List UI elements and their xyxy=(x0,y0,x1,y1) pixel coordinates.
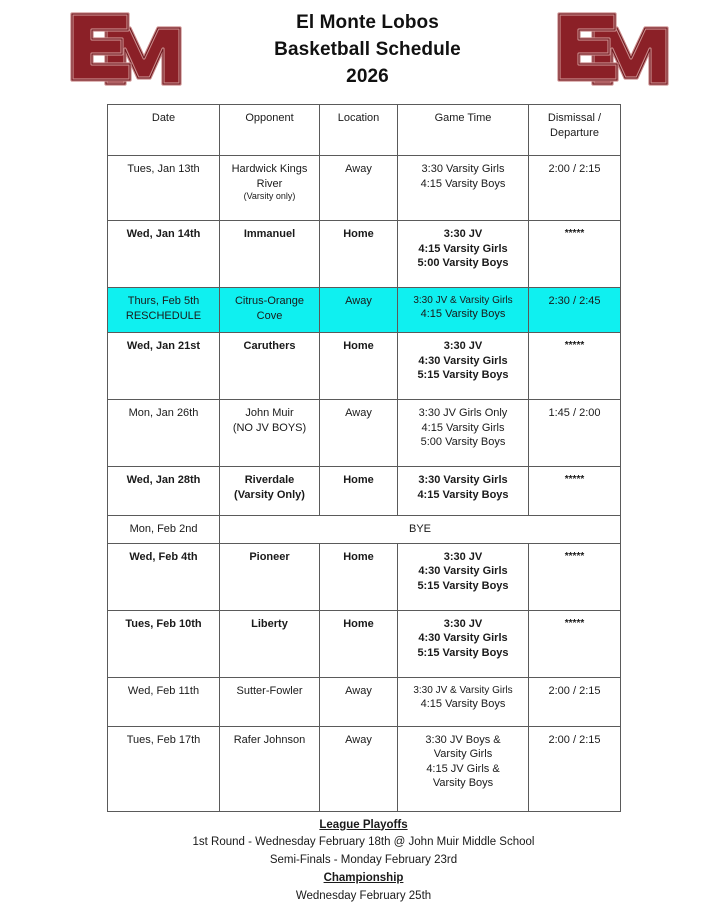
cell-location: Home xyxy=(320,543,398,610)
cell-date xyxy=(108,221,220,288)
table-header-row xyxy=(108,105,621,156)
game-time-line: 5:15 Varsity Boys xyxy=(417,646,509,659)
game-time-line: 3:30 JV Girls Only xyxy=(418,407,508,419)
opponent-line: Citrus-Orange xyxy=(234,295,305,307)
game-time-line: 4:30 Varsity Girls xyxy=(418,565,508,578)
game-time-line: 4:15 Varsity Girls xyxy=(421,421,505,434)
cell-location: Home xyxy=(320,333,398,400)
game-time-line: 4:15 Varsity Girls xyxy=(418,242,508,255)
cell-date xyxy=(108,543,220,610)
cell-game-time xyxy=(398,288,529,333)
dismissal-none-marker: ***** xyxy=(564,228,585,239)
opponent-line: Pioneer xyxy=(249,550,290,563)
opponent-line: John Muir xyxy=(245,407,294,419)
column-header-dismissal-line2: Departure xyxy=(550,126,599,139)
championship-heading: Championship xyxy=(323,871,404,884)
cell-game-time xyxy=(398,221,529,288)
game-time-line: 4:15 Varsity Boys xyxy=(420,308,506,321)
dismissal-none-marker: ***** xyxy=(564,340,585,351)
game-time-line: 3:30 JV xyxy=(443,340,483,352)
cell-location: Home xyxy=(320,467,398,516)
em-logo-icon xyxy=(553,6,669,98)
opponent-line: Rafer Johnson xyxy=(233,733,306,746)
column-header-date xyxy=(108,105,220,156)
game-time-line: 4:30 Varsity Girls xyxy=(418,354,508,367)
cell-game-time xyxy=(398,677,529,726)
cell-game-time xyxy=(398,333,529,400)
cell-bye xyxy=(220,516,621,544)
cell-game-time xyxy=(398,400,529,467)
cell-dismissal xyxy=(529,288,621,333)
em-logo-icon xyxy=(66,6,182,98)
date-line: Tues, Feb 10th xyxy=(125,617,202,630)
table-row xyxy=(108,610,621,677)
cell-date xyxy=(108,288,220,333)
cell-dismissal xyxy=(529,677,621,726)
cell-dismissal xyxy=(529,333,621,400)
cell-dismissal xyxy=(529,726,621,811)
game-time-line: 4:15 Varsity Boys xyxy=(420,697,506,710)
dismissal-time: 2:30 / 2:45 xyxy=(548,295,601,307)
cell-dismissal xyxy=(529,156,621,221)
opponent-line: Hardwick Kings xyxy=(231,163,308,175)
first-round-info: 1st Round - Wednesday February 18th @ John Muir Middle School xyxy=(192,836,535,849)
title-line-1: El Monte Lobos xyxy=(296,12,439,33)
date-line: Tues, Jan 13th xyxy=(127,163,200,175)
game-time-line: 4:15 Varsity Boys xyxy=(420,177,506,190)
cell-game-time xyxy=(398,156,529,221)
cell-opponent xyxy=(220,333,320,400)
date-line: Wed, Feb 4th xyxy=(129,550,198,563)
cell-date xyxy=(108,610,220,677)
em-logo-left xyxy=(66,6,182,98)
opponent-line: Liberty xyxy=(251,617,288,630)
opponent-line: Sutter-Fowler xyxy=(236,684,303,697)
cell-opponent xyxy=(220,610,320,677)
opponent-line: (Varsity Only) xyxy=(234,488,305,501)
cell-opponent xyxy=(220,467,320,516)
cell-dismissal xyxy=(529,400,621,467)
game-time-line: 3:30 JV & Varsity Girls xyxy=(413,295,513,306)
playoffs-footer xyxy=(0,812,727,906)
page-title xyxy=(182,6,553,91)
em-logo-right xyxy=(553,6,669,98)
semi-finals-info: Semi-Finals - Monday February 23rd xyxy=(269,854,458,867)
cell-dismissal xyxy=(529,543,621,610)
cell-game-time xyxy=(398,543,529,610)
cell-location: Away xyxy=(320,156,398,221)
date-line: Wed, Jan 14th xyxy=(126,228,201,240)
cell-location: Home xyxy=(320,221,398,288)
cell-date xyxy=(108,467,220,516)
table-row xyxy=(108,400,621,467)
game-time-line: 3:30 JV & Varsity Girls xyxy=(413,684,513,696)
opponent-line: Caruthers xyxy=(243,340,296,352)
date-line: Tues, Feb 17th xyxy=(126,733,201,746)
cell-opponent xyxy=(220,400,320,467)
opponent-line: River xyxy=(256,177,283,190)
column-header-location-label: Location xyxy=(337,112,380,124)
league-playoffs-heading: League Playoffs xyxy=(319,818,408,831)
cell-dismissal xyxy=(529,221,621,288)
column-header-opponent xyxy=(220,105,320,156)
cell-date xyxy=(108,156,220,221)
column-header-game-time-label: Game Time xyxy=(434,112,492,124)
date-line: Wed, Jan 21st xyxy=(126,340,201,352)
dismissal-time: 1:45 / 2:00 xyxy=(548,407,601,419)
cell-dismissal xyxy=(529,467,621,516)
table-header xyxy=(108,105,621,156)
table-row xyxy=(108,221,621,288)
column-header-location xyxy=(320,105,398,156)
dismissal-none-marker: ***** xyxy=(564,617,585,629)
cell-dismissal xyxy=(529,610,621,677)
game-time-line: 3:30 JV Boys & xyxy=(425,733,501,746)
date-line: Mon, Feb 2nd xyxy=(129,523,198,535)
opponent-line: Immanuel xyxy=(243,228,296,240)
page-header xyxy=(0,0,727,104)
title-line-3: 2026 xyxy=(346,65,389,87)
cell-opponent xyxy=(220,156,320,221)
cell-location: Away xyxy=(320,726,398,811)
cell-opponent xyxy=(220,677,320,726)
cell-opponent xyxy=(220,726,320,811)
date-line: RESCHEDULE xyxy=(125,309,202,322)
cell-game-time xyxy=(398,610,529,677)
dismissal-time: 2:00 / 2:15 xyxy=(548,733,601,746)
dismissal-time: 2:00 / 2:15 xyxy=(548,163,601,175)
cell-opponent xyxy=(220,221,320,288)
cell-date xyxy=(108,516,220,544)
championship-date: Wednesday February 25th xyxy=(295,889,432,902)
cell-game-time xyxy=(398,726,529,811)
opponent-line: Cove xyxy=(256,309,283,322)
table-row xyxy=(108,288,621,333)
cell-location: Home xyxy=(320,610,398,677)
game-time-line: 3:30 JV xyxy=(443,550,483,563)
cell-date xyxy=(108,726,220,811)
schedule-table xyxy=(107,104,621,812)
cell-location: Away xyxy=(320,400,398,467)
cell-opponent xyxy=(220,288,320,333)
table-row xyxy=(108,543,621,610)
game-time-line: 3:30 JV xyxy=(443,617,483,630)
bye-label: BYE xyxy=(408,523,431,535)
dismissal-none-marker: ***** xyxy=(564,474,585,485)
schedule-table-wrapper xyxy=(0,104,727,812)
date-line: Mon, Jan 26th xyxy=(128,407,199,419)
title-line-2: Basketball Schedule xyxy=(274,38,461,60)
cell-game-time xyxy=(398,467,529,516)
game-time-line: 4:30 Varsity Girls xyxy=(418,632,508,645)
game-time-line: 5:15 Varsity Boys xyxy=(417,579,509,592)
date-line: Thurs, Feb 5th xyxy=(127,295,200,307)
table-row xyxy=(108,677,621,726)
column-header-dismissal-line1: Dismissal / xyxy=(547,112,602,124)
table-row xyxy=(108,516,621,544)
column-header-date-label: Date xyxy=(151,112,176,124)
table-row xyxy=(108,156,621,221)
cell-location: Away xyxy=(320,288,398,333)
cell-date xyxy=(108,333,220,400)
date-line: Wed, Feb 11th xyxy=(127,684,200,697)
game-time-line: 5:00 Varsity Boys xyxy=(420,436,506,449)
date-line: Wed, Jan 28th xyxy=(126,474,201,486)
opponent-line: (NO JV BOYS) xyxy=(232,421,307,434)
game-time-line: 3:30 Varsity Girls xyxy=(421,163,505,175)
table-row xyxy=(108,467,621,516)
cell-date xyxy=(108,400,220,467)
column-header-opponent-label: Opponent xyxy=(245,112,294,124)
opponent-line: (Varsity only) xyxy=(243,191,296,202)
game-time-line: Varsity Boys xyxy=(432,777,494,790)
cell-opponent xyxy=(220,543,320,610)
game-time-line: 3:30 JV xyxy=(443,228,483,240)
game-time-line: 5:15 Varsity Boys xyxy=(417,369,509,382)
cell-location: Away xyxy=(320,677,398,726)
cell-date xyxy=(108,677,220,726)
column-header-dismissal xyxy=(529,105,621,156)
game-time-line: 4:15 Varsity Boys xyxy=(417,488,509,501)
dismissal-time: 2:00 / 2:15 xyxy=(548,684,601,697)
game-time-line: 3:30 Varsity Girls xyxy=(418,474,508,486)
table-row xyxy=(108,333,621,400)
game-time-line: 5:00 Varsity Boys xyxy=(417,257,509,270)
column-header-game-time xyxy=(398,105,529,156)
game-time-line: Varsity Girls xyxy=(433,748,493,761)
table-body xyxy=(108,156,621,812)
table-row xyxy=(108,726,621,811)
dismissal-none-marker: ***** xyxy=(564,550,585,562)
game-time-line: 4:15 JV Girls & xyxy=(426,762,500,775)
opponent-line: Riverdale xyxy=(244,474,295,486)
